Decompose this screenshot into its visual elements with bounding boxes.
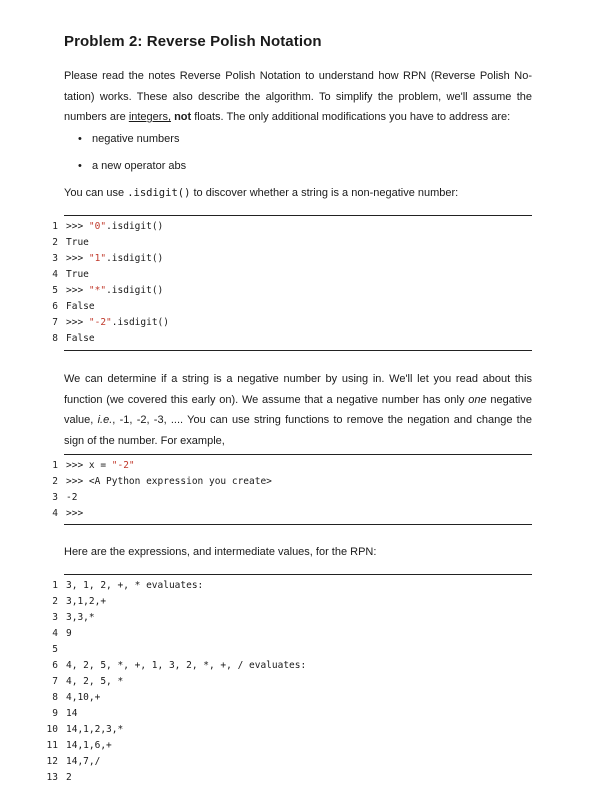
line-number: 3	[52, 612, 58, 623]
code-line	[40, 219, 169, 235]
code-string: "*"	[88, 285, 107, 296]
line-number: 1	[52, 580, 58, 591]
code-line	[40, 610, 306, 626]
code-line	[40, 674, 306, 690]
code-listing-rpn	[40, 578, 306, 786]
code-text: >>>	[66, 317, 89, 328]
line-number: 10	[46, 724, 58, 735]
line-number: 4	[52, 508, 58, 519]
modification-list	[78, 130, 186, 184]
line-number: 7	[52, 317, 58, 328]
code-text: >>>	[66, 285, 89, 296]
code-text: 14,1,2,3,*	[66, 724, 124, 735]
code-text: .isdigit()	[106, 221, 164, 232]
code-text: -2	[66, 492, 78, 503]
line-number: 2	[52, 237, 58, 248]
code-text: 14	[66, 708, 78, 719]
list-item: • a new operator abs	[78, 160, 187, 172]
code-rule-top	[64, 215, 532, 216]
code-text: 4, 2, 5, *	[66, 676, 124, 687]
code-text: False	[66, 333, 95, 344]
code-text: .isdigit()	[111, 317, 169, 328]
code-line	[40, 770, 306, 786]
code-text: 9	[66, 628, 72, 639]
code-rule-top	[64, 574, 532, 575]
code-line	[40, 642, 306, 658]
code-line	[40, 283, 169, 299]
code-line	[40, 331, 169, 347]
list-item: • negative numbers	[78, 133, 180, 145]
line-number: 3	[52, 492, 58, 503]
line-number: 7	[52, 676, 58, 687]
code-text: >>> <A Python expression you create>	[66, 476, 272, 487]
code-text: True	[66, 237, 89, 248]
line-number: 13	[46, 772, 58, 783]
code-listing-isdigit	[40, 219, 169, 347]
code-text: >>>	[66, 253, 89, 264]
line-number: 1	[52, 460, 58, 471]
code-line	[40, 738, 306, 754]
code-listing-negation	[40, 458, 272, 522]
code-text: 3,3,*	[66, 612, 95, 623]
code-text: 2	[66, 772, 72, 783]
line-number: 4	[52, 628, 58, 639]
line-number: 9	[52, 708, 58, 719]
code-text: 4, 2, 5, *, +, 1, 3, 2, *, +, / evaluates:	[66, 660, 307, 671]
page-title: Problem 2: Reverse Polish Notation	[64, 33, 322, 50]
code-text: 3, 1, 2, +, * evaluates:	[66, 580, 204, 591]
code-line	[40, 490, 272, 506]
line-number: 12	[46, 756, 58, 767]
code-line	[40, 315, 169, 331]
intro-paragraph: Please read the notes Reverse Polish Notation to understand how RPN (Reverse Polish No-tation) works. These also describe the algorithm. To simplify the problem, we'll assume the numbers are integers, not floats. The only additional modifications you have to address are:	[64, 70, 532, 123]
code-line	[40, 251, 169, 267]
isdigit-paragraph: You can use .isdigit() to discover whether a string is a non-negative number:	[64, 187, 459, 199]
code-line	[40, 658, 306, 674]
code-line	[40, 299, 169, 315]
line-number: 2	[52, 596, 58, 607]
code-line	[40, 235, 169, 251]
code-line	[40, 506, 272, 522]
code-line	[40, 754, 306, 770]
code-text: True	[66, 269, 89, 280]
inline-code: .isdigit()	[127, 187, 191, 199]
code-string: "1"	[88, 253, 107, 264]
line-number: 1	[52, 221, 58, 232]
code-line	[40, 626, 306, 642]
line-number: 5	[52, 285, 58, 296]
code-text: .isdigit()	[106, 253, 164, 264]
code-line	[40, 474, 272, 490]
code-text: 14,1,6,+	[66, 740, 112, 751]
line-number: 8	[52, 692, 58, 703]
code-text: 4,10,+	[66, 692, 101, 703]
code-line	[40, 594, 306, 610]
code-rule-bottom	[64, 350, 532, 351]
code-string: "0"	[88, 221, 107, 232]
line-number: 8	[52, 333, 58, 344]
code-text: False	[66, 301, 95, 312]
code-text: .isdigit()	[106, 285, 164, 296]
negative-paragraph: We can determine if a string is a negative number by using in. We'll let you read about this function (we covered this early on). We assume that a negative number has only one negative value, i.e., -1, -2, -3, .... You can use string functions to remove the negation and change the sign of the number. For example,	[64, 373, 532, 447]
not-bold: not	[174, 111, 192, 123]
code-text: >>> x =	[66, 460, 112, 471]
code-line	[40, 578, 306, 594]
code-rule-top	[64, 454, 532, 455]
line-number: 11	[46, 740, 58, 751]
code-line	[40, 458, 272, 474]
line-number: 5	[52, 644, 58, 655]
line-number: 4	[52, 269, 58, 280]
line-number: 6	[52, 660, 58, 671]
code-rule-bottom	[64, 524, 532, 525]
code-string: "-2"	[88, 317, 112, 328]
line-number: 6	[52, 301, 58, 312]
line-number: 2	[52, 476, 58, 487]
code-text: >>>	[66, 221, 89, 232]
code-line	[40, 690, 306, 706]
code-text: 14,7,/	[66, 756, 101, 767]
code-line	[40, 706, 306, 722]
line-number: 3	[52, 253, 58, 264]
integers-underlined: integers,	[128, 111, 172, 123]
code-text: >>>	[66, 508, 84, 519]
code-text: 3,1,2,+	[66, 596, 107, 607]
code-line	[40, 267, 169, 283]
code-line	[40, 722, 306, 738]
code-string: "-2"	[111, 460, 135, 471]
expressions-paragraph: Here are the expressions, and intermediate values, for the RPN:	[64, 546, 377, 558]
